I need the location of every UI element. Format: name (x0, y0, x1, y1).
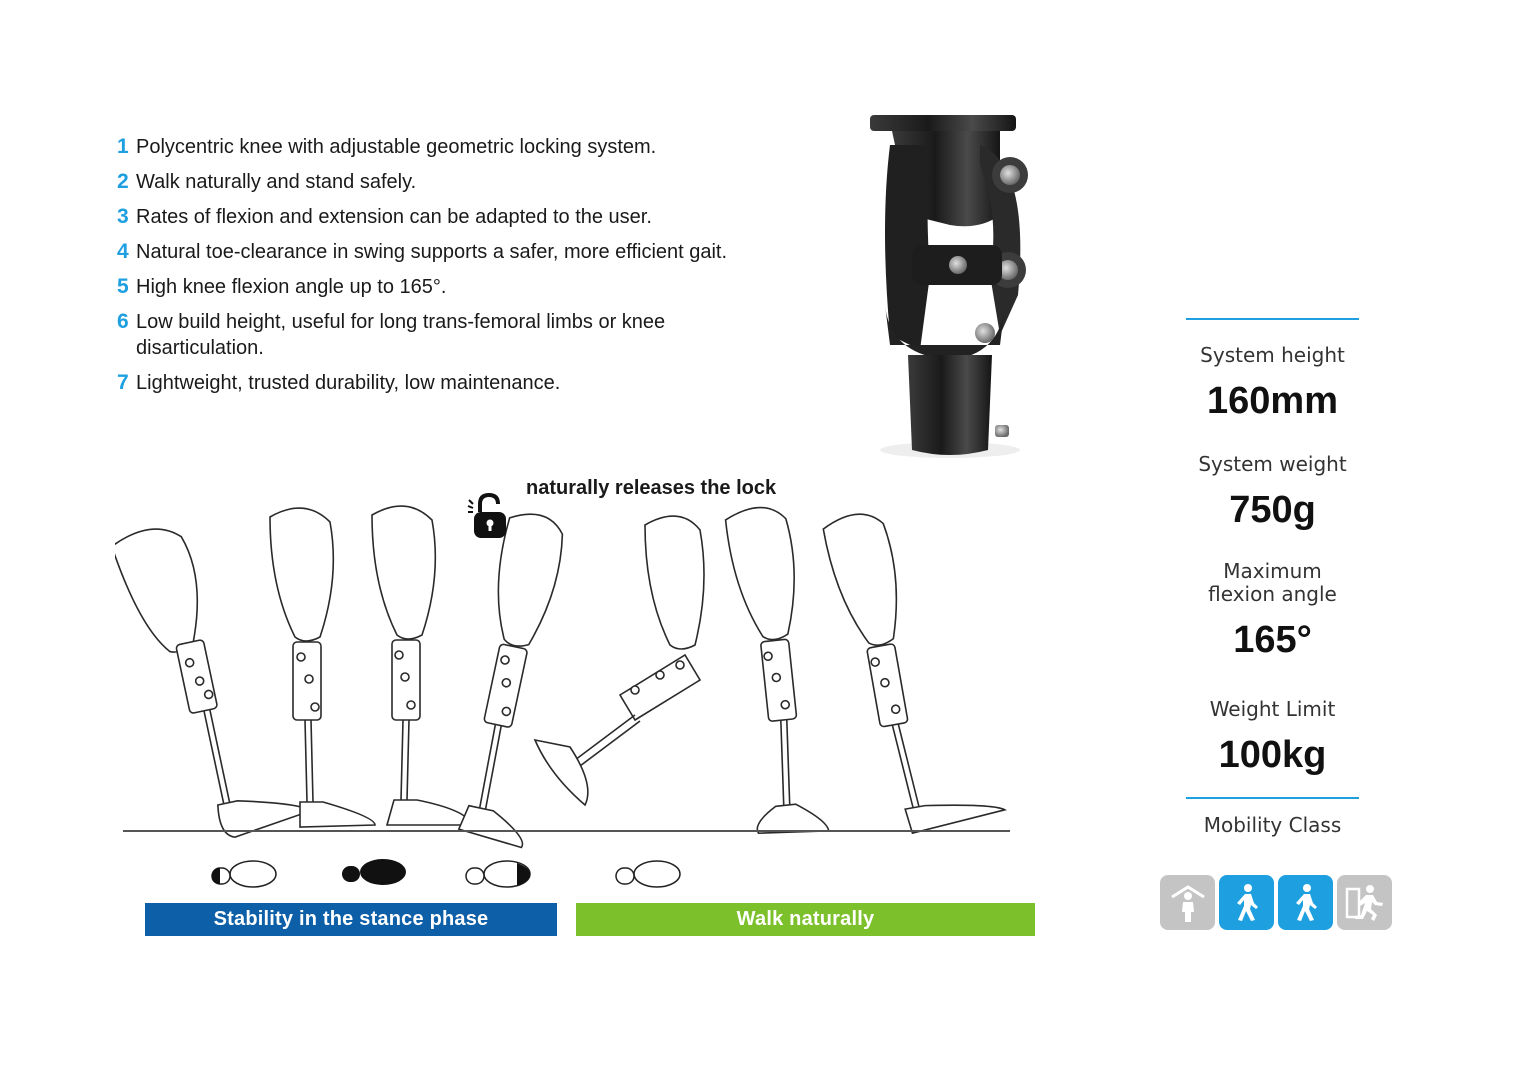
weight-limit-value: 100kg (1218, 734, 1327, 776)
system-weight-value: 750g (1229, 489, 1316, 531)
stance-phase-bar: Stability in the stance phase (145, 903, 557, 936)
footprint-toe-icon (462, 858, 532, 892)
walk-phase-bar: Walk naturally (576, 903, 1035, 936)
feature-item: 3 Rates of flexion and extension can be adapted to the user. (117, 205, 652, 228)
feature-list (117, 134, 797, 405)
max-flexion-value: 165° (1233, 619, 1312, 661)
standing-person-icon (1160, 875, 1215, 930)
divider (1186, 797, 1359, 799)
running-person-icon (1337, 875, 1392, 930)
system-height-label: System height (1200, 343, 1345, 367)
gait-cycle-diagram (115, 475, 1025, 860)
feature-item: 4 Natural toe-clearance in swing supports a safer, more efficient gait. (117, 240, 728, 263)
gait-figure (442, 509, 590, 848)
divider (1186, 318, 1359, 320)
unlock-icon (466, 492, 512, 540)
weight-limit-label: Weight Limit (1209, 697, 1336, 721)
gait-figure (822, 498, 1006, 840)
specs-panel (1186, 318, 1359, 837)
walking-person-icon (1219, 875, 1274, 930)
footprint-empty-icon (612, 858, 682, 892)
lock-caption: naturally releases the lock (526, 477, 777, 499)
max-flexion-label-line1: Maximum (1223, 559, 1322, 583)
system-weight-label: System weight (1198, 452, 1347, 476)
feature-item: 2 Walk naturally and stand safely. (117, 170, 417, 193)
feature-item: 5 High knee flexion angle up to 165°. (117, 275, 447, 298)
mobility-class-label: Mobility Class (1203, 813, 1342, 837)
feature-item: 6 Low build height, useful for long trans-femoral limbs or knee disarticulation. (117, 310, 666, 359)
system-height-value: 160mm (1207, 380, 1338, 422)
gait-figure (270, 508, 375, 827)
footprint-heel-icon (208, 858, 278, 892)
walking-person-icon (1278, 875, 1333, 930)
footprint-full-icon (338, 856, 408, 890)
gait-figure (724, 504, 829, 838)
knee-joint-photo (850, 105, 1060, 465)
max-flexion-label-line2: flexion angle (1208, 582, 1337, 606)
feature-item: 1 Polycentric knee with adjustable geometric locking system. (117, 135, 657, 158)
mobility-class-icons (1160, 875, 1395, 931)
feature-item: 7 Lightweight, trusted durability, low maintenance. (117, 371, 561, 394)
gait-figure (372, 506, 472, 825)
